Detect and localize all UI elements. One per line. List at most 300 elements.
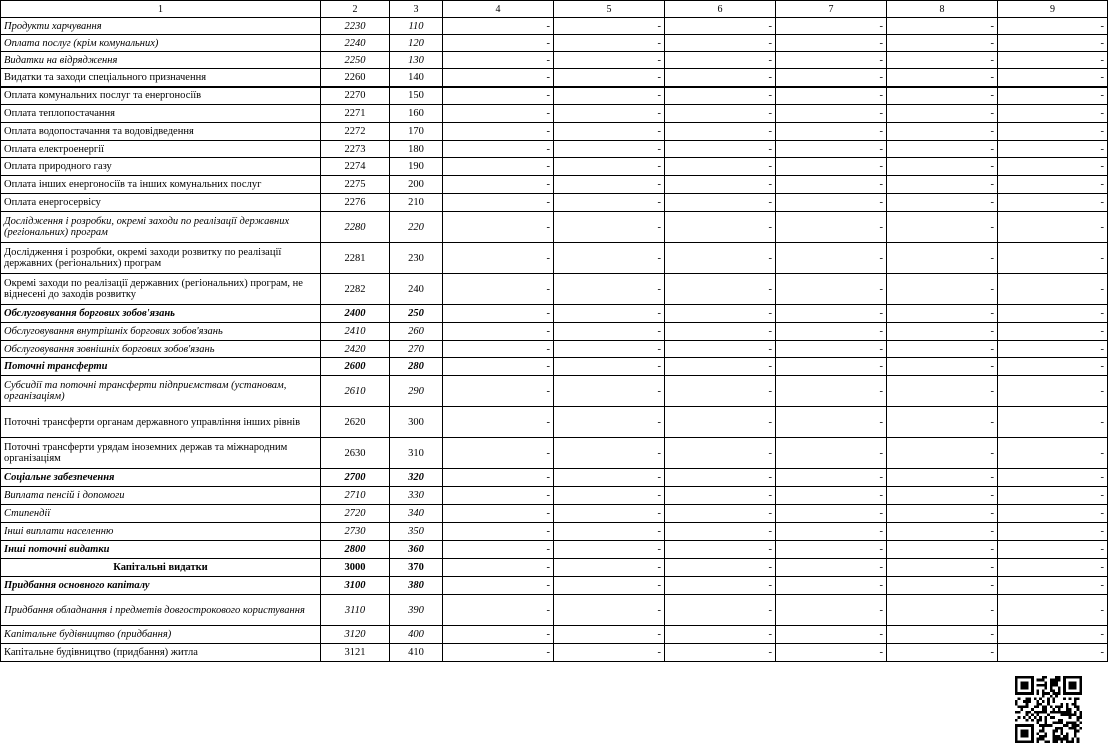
row-name-cell: Придбання обладнання і предметів довгострокового користування [1,595,321,626]
row-name-cell: Оплата водопостачання та водовідведення [1,123,321,141]
row-value-cell: - [443,559,554,577]
table-row [1,595,1108,626]
column-header: 8 [887,1,998,18]
row-value-cell: - [998,559,1108,577]
row-code-cell: 2281 [321,243,390,274]
row-value-cell: - [443,577,554,595]
row-line-cell: 230 [390,243,443,274]
row-value-cell: - [887,69,998,87]
row-name-cell: Капітальні видатки [1,559,321,577]
row-value-cell: - [554,577,665,595]
row-value-cell: - [998,243,1108,274]
row-code-cell: 2250 [321,52,390,69]
row-value-cell: - [998,376,1108,407]
row-value-cell: - [554,18,665,35]
row-value-cell: - [776,577,887,595]
row-value-cell: - [554,212,665,243]
row-value-cell: - [887,505,998,523]
table-row [1,505,1108,523]
row-line-cell: 150 [390,87,443,105]
row-value-cell: - [443,407,554,438]
row-value-cell: - [665,541,776,559]
row-value-cell: - [554,505,665,523]
row-value-cell: - [665,487,776,505]
row-name-cell: Оплата теплопостачання [1,105,321,123]
row-value-cell: - [776,376,887,407]
row-name-cell: Інші поточні видатки [1,541,321,559]
row-value-cell: - [887,577,998,595]
row-code-cell: 2260 [321,69,390,87]
row-name-cell: Соціальне забезпечення [1,469,321,487]
row-value-cell: - [443,438,554,469]
row-value-cell: - [665,438,776,469]
row-name-cell: Поточні трансферти [1,358,321,376]
column-header: 7 [776,1,887,18]
row-value-cell: - [776,323,887,341]
column-header: 9 [998,1,1108,18]
row-name-cell: Обслуговування внутрішніх боргових зобов'язань [1,323,321,341]
row-code-cell: 2273 [321,141,390,158]
row-value-cell: - [665,407,776,438]
row-code-cell: 2240 [321,35,390,52]
row-value-cell: - [776,341,887,358]
row-value-cell: - [887,407,998,438]
row-value-cell: - [998,541,1108,559]
column-header: 6 [665,1,776,18]
row-line-cell: 270 [390,341,443,358]
row-line-cell: 380 [390,577,443,595]
row-name-cell: Поточні трансферти органам державного управління інших рівнів [1,407,321,438]
table-row [1,69,1108,87]
row-value-cell: - [998,105,1108,123]
row-code-cell: 2280 [321,212,390,243]
row-value-cell: - [443,358,554,376]
row-line-cell: 360 [390,541,443,559]
row-line-cell: 320 [390,469,443,487]
row-value-cell: - [554,69,665,87]
table-row [1,274,1108,305]
table-row [1,644,1108,662]
row-value-cell: - [665,323,776,341]
row-name-cell: Капітальне будівництво (придбання) житла [1,644,321,662]
row-value-cell: - [776,595,887,626]
table-row [1,87,1108,105]
row-code-cell: 3000 [321,559,390,577]
row-code-cell: 2275 [321,176,390,194]
table-row [1,469,1108,487]
row-value-cell: - [665,274,776,305]
row-value-cell: - [665,644,776,662]
row-name-cell: Оплата енергосервісу [1,194,321,212]
row-value-cell: - [443,69,554,87]
row-value-cell: - [776,87,887,105]
row-value-cell: - [998,626,1108,644]
row-code-cell: 2271 [321,105,390,123]
table-row [1,176,1108,194]
row-value-cell: - [887,595,998,626]
row-value-cell: - [443,212,554,243]
row-code-cell: 2630 [321,438,390,469]
row-line-cell: 400 [390,626,443,644]
row-value-cell: - [776,487,887,505]
table-row [1,577,1108,595]
row-value-cell: - [554,626,665,644]
row-value-cell: - [998,18,1108,35]
row-value-cell: - [665,626,776,644]
row-value-cell: - [665,35,776,52]
row-line-cell: 340 [390,505,443,523]
row-name-cell: Обслуговування зовнішніх боргових зобов'язань [1,341,321,358]
row-code-cell: 2230 [321,18,390,35]
row-value-cell: - [443,376,554,407]
row-value-cell: - [665,469,776,487]
row-value-cell: - [998,523,1108,541]
row-value-cell: - [998,176,1108,194]
row-value-cell: - [443,595,554,626]
row-name-cell: Дослідження і розробки, окремі заходи по реалізації державних (регіональних) програм [1,212,321,243]
row-code-cell: 2700 [321,469,390,487]
row-value-cell: - [998,505,1108,523]
row-value-cell: - [887,123,998,141]
row-value-cell: - [554,52,665,69]
table-row [1,559,1108,577]
column-header: 5 [554,1,665,18]
row-value-cell: - [443,123,554,141]
table-row [1,212,1108,243]
table-row [1,141,1108,158]
row-code-cell: 3121 [321,644,390,662]
row-value-cell: - [554,407,665,438]
row-code-cell: 2710 [321,487,390,505]
row-value-cell: - [998,644,1108,662]
row-value-cell: - [998,407,1108,438]
row-value-cell: - [554,595,665,626]
row-value-cell: - [665,341,776,358]
column-header: 3 [390,1,443,18]
row-value-cell: - [443,341,554,358]
row-line-cell: 170 [390,123,443,141]
row-value-cell: - [665,194,776,212]
table-row [1,358,1108,376]
row-code-cell: 2620 [321,407,390,438]
row-value-cell: - [665,212,776,243]
row-name-cell: Субсидії та поточні трансферти підприємствам (установам, організаціям) [1,376,321,407]
table-row [1,541,1108,559]
row-value-cell: - [665,358,776,376]
row-value-cell: - [998,487,1108,505]
row-value-cell: - [443,87,554,105]
row-value-cell: - [554,487,665,505]
row-value-cell: - [887,644,998,662]
row-value-cell: - [776,243,887,274]
row-value-cell: - [554,523,665,541]
row-value-cell: - [443,158,554,176]
row-value-cell: - [665,69,776,87]
table-row [1,626,1108,644]
row-value-cell: - [776,141,887,158]
row-value-cell: - [776,52,887,69]
row-value-cell: - [554,141,665,158]
row-value-cell: - [776,438,887,469]
row-value-cell: - [887,626,998,644]
row-value-cell: - [665,595,776,626]
row-value-cell: - [998,194,1108,212]
row-code-cell: 3100 [321,577,390,595]
row-code-cell: 2410 [321,323,390,341]
row-line-cell: 130 [390,52,443,69]
row-value-cell: - [776,644,887,662]
row-value-cell: - [665,176,776,194]
row-name-cell: Стипендії [1,505,321,523]
row-value-cell: - [665,105,776,123]
row-value-cell: - [443,487,554,505]
row-line-cell: 110 [390,18,443,35]
table-row [1,341,1108,358]
row-code-cell: 3120 [321,626,390,644]
row-value-cell: - [554,194,665,212]
row-value-cell: - [887,105,998,123]
row-code-cell: 2274 [321,158,390,176]
row-value-cell: - [554,123,665,141]
row-value-cell: - [443,469,554,487]
row-value-cell: - [998,52,1108,69]
row-code-cell: 2400 [321,305,390,323]
row-line-cell: 350 [390,523,443,541]
row-value-cell: - [887,358,998,376]
row-value-cell: - [887,243,998,274]
table-row [1,158,1108,176]
table-row [1,487,1108,505]
row-value-cell: - [776,358,887,376]
row-value-cell: - [776,35,887,52]
row-name-cell: Оплата комунальних послуг та енергоносіїв [1,87,321,105]
row-line-cell: 330 [390,487,443,505]
row-name-cell: Обслуговування боргових зобов'язань [1,305,321,323]
row-value-cell: - [887,52,998,69]
qr-code-image [1015,676,1082,743]
row-value-cell: - [554,323,665,341]
row-value-cell: - [443,35,554,52]
column-header: 4 [443,1,554,18]
row-value-cell: - [554,105,665,123]
table-row [1,376,1108,407]
row-line-cell: 260 [390,323,443,341]
row-value-cell: - [998,158,1108,176]
row-value-cell: - [776,212,887,243]
row-value-cell: - [554,158,665,176]
row-value-cell: - [776,69,887,87]
row-value-cell: - [554,305,665,323]
row-value-cell: - [998,438,1108,469]
row-value-cell: - [554,376,665,407]
row-line-cell: 140 [390,69,443,87]
column-header: 2 [321,1,390,18]
row-value-cell: - [776,505,887,523]
row-value-cell: - [554,243,665,274]
row-value-cell: - [665,577,776,595]
row-code-cell: 3110 [321,595,390,626]
row-value-cell: - [554,87,665,105]
row-value-cell: - [776,541,887,559]
row-value-cell: - [665,52,776,69]
row-code-cell: 2276 [321,194,390,212]
table-row [1,35,1108,52]
row-code-cell: 2800 [321,541,390,559]
row-value-cell: - [443,274,554,305]
table-row [1,305,1108,323]
row-value-cell: - [554,274,665,305]
column-header: 1 [1,1,321,18]
row-value-cell: - [554,35,665,52]
row-value-cell: - [665,141,776,158]
row-value-cell: - [443,105,554,123]
row-value-cell: - [554,341,665,358]
row-value-cell: - [887,469,998,487]
row-value-cell: - [554,541,665,559]
row-value-cell: - [665,123,776,141]
row-value-cell: - [887,541,998,559]
table-row [1,523,1108,541]
row-value-cell: - [665,376,776,407]
row-name-cell: Дослідження і розробки, окремі заходи розвитку по реалізації державних (регіональних) програм [1,243,321,274]
row-value-cell: - [776,194,887,212]
row-value-cell: - [887,559,998,577]
row-value-cell: - [554,469,665,487]
row-code-cell: 2272 [321,123,390,141]
table-row [1,243,1108,274]
row-name-cell: Оплата послуг (крім комунальних) [1,35,321,52]
row-value-cell: - [554,176,665,194]
row-value-cell: - [887,176,998,194]
row-value-cell: - [554,559,665,577]
table-row [1,438,1108,469]
row-value-cell: - [887,305,998,323]
row-value-cell: - [443,626,554,644]
row-value-cell: - [443,194,554,212]
table-row [1,123,1108,141]
row-value-cell: - [443,541,554,559]
row-value-cell: - [887,141,998,158]
row-name-cell: Придбання основного капіталу [1,577,321,595]
table-row [1,18,1108,35]
row-value-cell: - [998,341,1108,358]
row-value-cell: - [443,305,554,323]
row-value-cell: - [887,18,998,35]
row-value-cell: - [887,212,998,243]
row-value-cell: - [998,323,1108,341]
row-name-cell: Виплата пенсій і допомоги [1,487,321,505]
row-value-cell: - [776,158,887,176]
row-code-cell: 2610 [321,376,390,407]
row-value-cell: - [776,559,887,577]
row-line-cell: 200 [390,176,443,194]
row-name-cell: Оплата електроенергії [1,141,321,158]
row-value-cell: - [665,87,776,105]
row-value-cell: - [776,407,887,438]
row-value-cell: - [665,559,776,577]
row-value-cell: - [443,323,554,341]
row-value-cell: - [443,644,554,662]
row-name-cell: Інші виплати населенню [1,523,321,541]
row-code-cell: 2270 [321,87,390,105]
row-value-cell: - [665,243,776,274]
table-row [1,52,1108,69]
row-value-cell: - [887,35,998,52]
row-code-cell: 2600 [321,358,390,376]
row-line-cell: 280 [390,358,443,376]
row-value-cell: - [887,438,998,469]
row-value-cell: - [443,243,554,274]
row-value-cell: - [887,376,998,407]
row-name-cell: Оплата природного газу [1,158,321,176]
row-value-cell: - [776,305,887,323]
row-value-cell: - [443,176,554,194]
row-name-cell: Видатки на відрядження [1,52,321,69]
row-value-cell: - [887,194,998,212]
row-value-cell: - [998,595,1108,626]
row-value-cell: - [998,577,1108,595]
row-line-cell: 240 [390,274,443,305]
row-value-cell: - [776,274,887,305]
row-value-cell: - [776,626,887,644]
row-value-cell: - [998,123,1108,141]
row-code-cell: 2720 [321,505,390,523]
row-name-cell: Видатки та заходи спеціального призначення [1,69,321,87]
row-line-cell: 190 [390,158,443,176]
row-value-cell: - [998,69,1108,87]
row-name-cell: Оплата інших енергоносіїв та інших комунальних послуг [1,176,321,194]
table-row [1,194,1108,212]
row-line-cell: 120 [390,35,443,52]
row-line-cell: 370 [390,559,443,577]
row-value-cell: - [887,523,998,541]
row-line-cell: 250 [390,305,443,323]
row-value-cell: - [998,469,1108,487]
row-value-cell: - [443,18,554,35]
row-value-cell: - [998,35,1108,52]
row-value-cell: - [776,176,887,194]
row-name-cell: Поточні трансферти урядам іноземних держав та міжнародним організаціям [1,438,321,469]
row-value-cell: - [887,341,998,358]
row-line-cell: 160 [390,105,443,123]
row-code-cell: 2420 [321,341,390,358]
row-value-cell: - [776,105,887,123]
column-number-header-row [1,1,1108,18]
row-value-cell: - [887,323,998,341]
row-value-cell: - [776,18,887,35]
row-code-cell: 2730 [321,523,390,541]
row-value-cell: - [665,505,776,523]
row-value-cell: - [998,274,1108,305]
row-code-cell: 2282 [321,274,390,305]
row-value-cell: - [665,305,776,323]
row-value-cell: - [776,469,887,487]
row-line-cell: 310 [390,438,443,469]
row-value-cell: - [443,52,554,69]
row-value-cell: - [998,212,1108,243]
table-row [1,105,1108,123]
row-value-cell: - [665,18,776,35]
row-value-cell: - [998,358,1108,376]
row-value-cell: - [443,505,554,523]
row-value-cell: - [443,523,554,541]
row-value-cell: - [776,523,887,541]
row-line-cell: 290 [390,376,443,407]
row-value-cell: - [998,305,1108,323]
row-value-cell: - [554,438,665,469]
row-value-cell: - [887,87,998,105]
row-name-cell: Окремі заходи по реалізації державних (регіональних) програм, не віднесені до заходів розвитку [1,274,321,305]
